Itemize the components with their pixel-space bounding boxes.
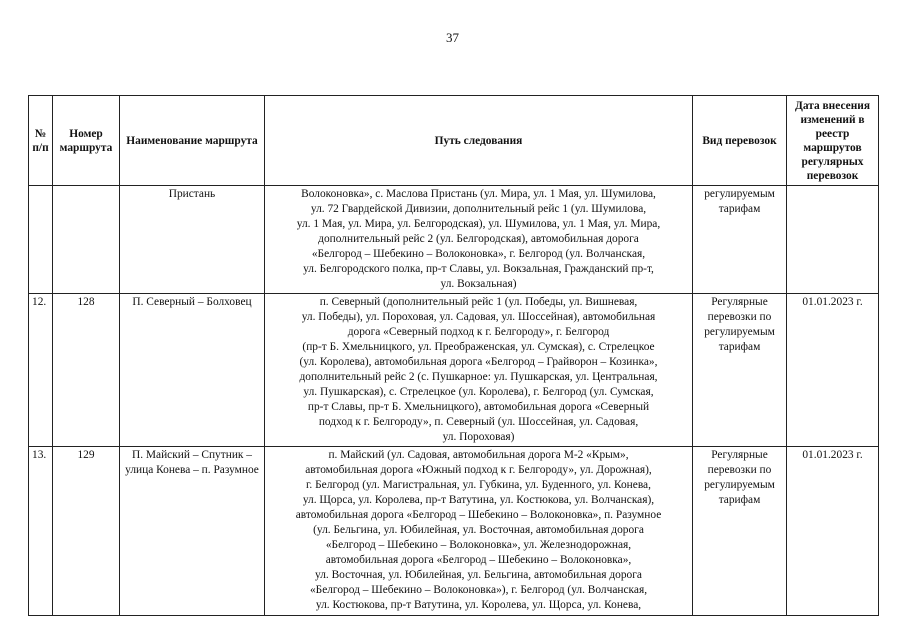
path-line: (ул. Королева), автомобильная дорога «Белгород – Грайворон – Козинка», [299,356,658,368]
table-row [29,186,879,294]
path-line: дорога «Северный подход к г. Белгороду», г. Белгород [347,326,610,338]
path-line: подход к г. Белгороду», п. Северный (ул. Шоссейная, ул. Садовая, [318,416,639,428]
table-row [29,294,879,447]
cell-route-name: П. Северный – Болховец [120,294,265,447]
path-line: автомобильная дорога «Белгород – Шебекино – Волоконовка», п. Разумное [295,509,662,521]
path-line: (пр-т Б. Хмельницкого, ул. Преображенская, ул. Сумская), с. Стрелецкое [302,341,655,353]
path-line: пр-т Славы, пр-т Б. Хмельницкого), автомобильная дорога «Северный [307,401,650,413]
path-line: автомобильная дорога «Южный подход к г. Белгороду», ул. Дорожная), [305,464,652,476]
cell-date [787,186,879,294]
page-number: 37 [446,30,459,45]
path-line: ул. Пороховая) [442,431,515,443]
path-line: дополнительный рейс 2 (ул. Белгородская), автомобильная дорога [318,233,639,245]
path-line: ул. Вокзальная) [440,278,517,290]
path-line: (ул. Бельгина, ул. Юбилейная, ул. Восточная, автомобильная дорога [313,524,644,536]
path-line: ул. Костюкова, пр-т Ватутина, ул. Королева, ул. Щорса, ул. Конева, [315,599,642,611]
path-line: «Белгород – Шебекино – Волоконовка», ул. Железнодорожная, [325,539,632,551]
cell-num [29,186,53,294]
path-line: дополнительный рейс 2 (с. Пушкарное: ул. Пушкарская, ул. Центральная, [299,371,658,383]
cell-num: 12. [29,294,53,447]
header-route-number: Номер маршрута [53,96,120,186]
cell-path [265,294,693,447]
table-row [29,447,879,616]
header-route-name: Наименование маршрута [120,96,265,186]
cell-date: 01.01.2023 г. [787,294,879,447]
cell-transport-type: Регулярные перевозки по регулируемым тарифам [693,294,787,447]
cell-path [265,186,693,294]
path-line: «Белгород – Шебекино – Волоконовка», г. Белгород (ул. Волчанская, [311,248,646,260]
header-date: Дата внесения изменений в реестр маршрутов регулярных перевозок [787,96,879,186]
path-line: ул. Щорса, ул. Королева, пр-т Ватутина, ул. Костюкова, ул. Волчанская), [302,494,655,506]
path-line: ул. 72 Гвардейской Дивизии, дополнительный рейс 1 (ул. Шумилова, [310,203,647,215]
cell-num: 13. [29,447,53,616]
path-line: ул. 1 Мая, ул. Мира, ул. Белгородская), ул. Шумилова, ул. 1 Мая, ул. Мира, [296,218,661,230]
path-line: п. Северный (дополнительный рейс 1 (ул. Победы, ул. Вишневая, [319,296,638,308]
cell-route-number: 129 [53,447,120,616]
path-line: автомобильная дорога «Белгород – Шебекино – Волоконовка», [325,554,632,566]
cell-route-name: П. Майский – Спутник – улица Конева – п. Разумное [120,447,265,616]
cell-route-name: Пристань [120,186,265,294]
path-line: ул. Пушкарская), с. Стрелецкое (ул. Королева), г. Белгород (ул. Сумская, [303,386,654,398]
path-line: ул. Победы), ул. Пороховая, ул. Садовая, ул. Шоссейная), автомобильная [301,311,656,323]
cell-transport-type: Регулярные перевозки по регулируемым тарифам [693,447,787,616]
path-line: Волоконовка», с. Маслова Пристань (ул. Мира, ул. 1 Мая, ул. Шумилова, [301,188,656,200]
header-num: № п/п [29,96,53,186]
path-line: г. Белгород (ул. Магистральная, ул. Губкина, ул. Буденного, ул. Конева, [306,479,651,491]
cell-transport-type: регулируемым тарифам [693,186,787,294]
cell-route-number: 128 [53,294,120,447]
table-header-row [29,96,879,186]
path-line: «Белгород – Шебекино – Волоконовка»), г. Белгород (ул. Волчанская, [309,584,648,596]
header-path: Путь следования [265,96,693,186]
routes-table [28,95,879,616]
path-line: п. Майский (ул. Садовая, автомобильная дорога М-2 «Крым», [328,449,629,461]
cell-date: 01.01.2023 г. [787,447,879,616]
header-transport-type: Вид перевозок [693,96,787,186]
cell-path [265,447,693,616]
cell-route-number [53,186,120,294]
path-line: ул. Восточная, ул. Юбилейная, ул. Бельгина, автомобильная дорога [315,569,642,581]
path-line: ул. Белгородского полка, пр-т Славы, ул. Вокзальная, Гражданский пр-т, [303,263,654,275]
